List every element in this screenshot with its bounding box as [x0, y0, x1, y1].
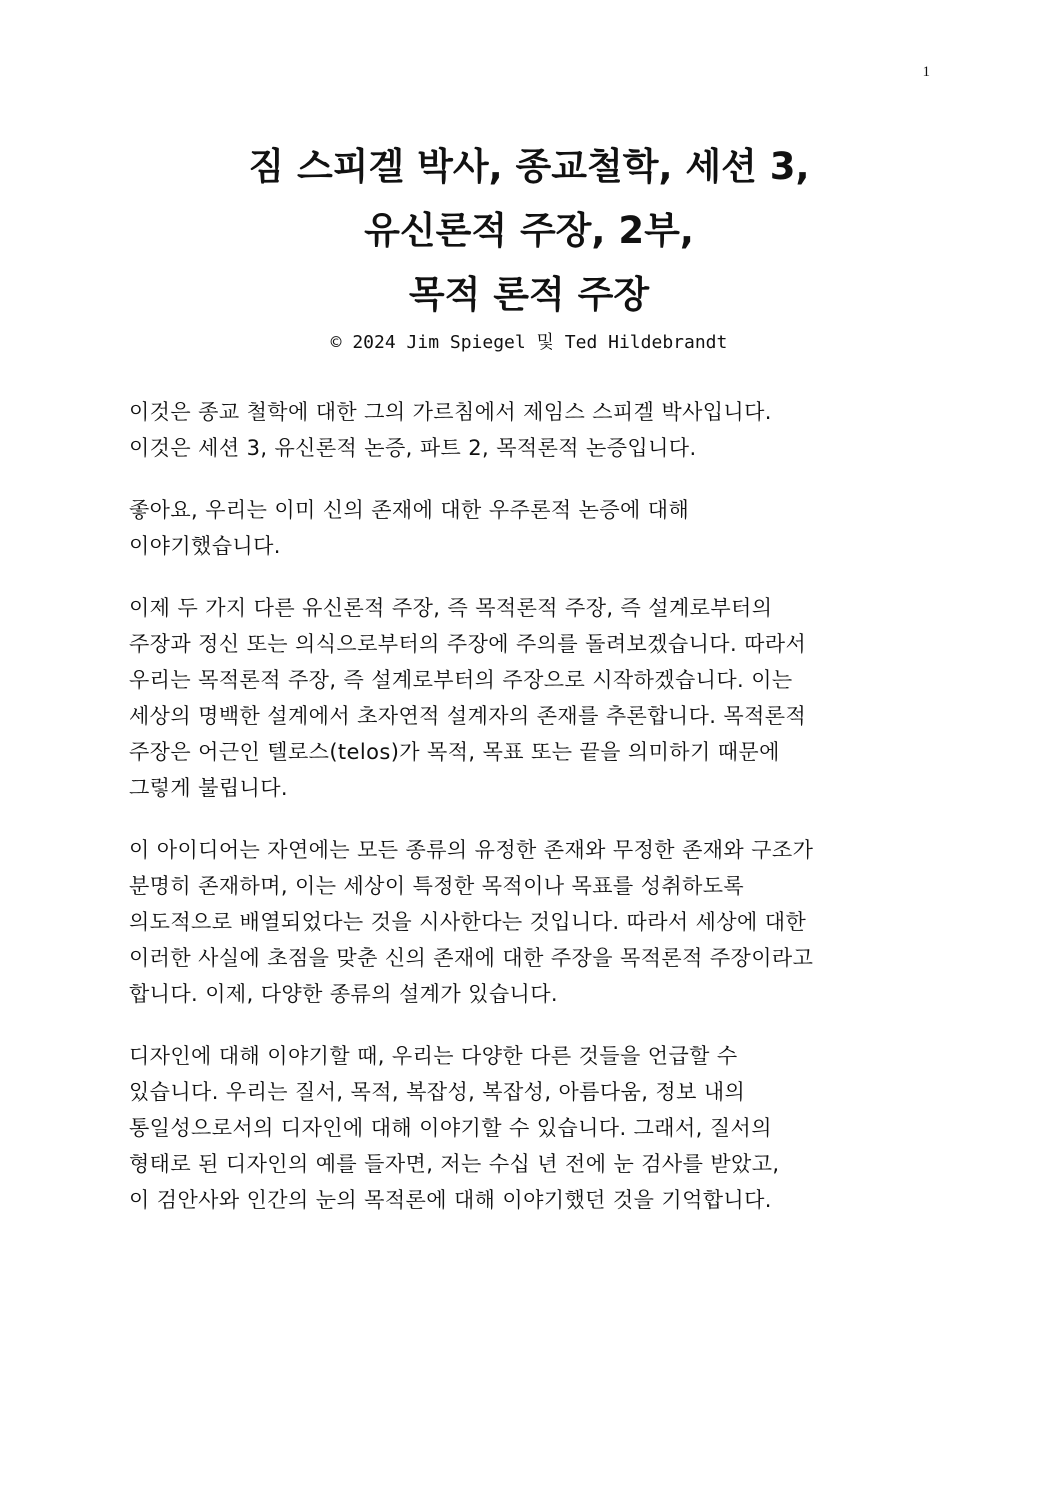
paragraph-line: 이 아이디어는 자연에는 모든 종류의 유정한 존재와 무정한 존재와 구조가 — [129, 838, 814, 862]
paragraph-line: 통일성으로서의 디자인에 대해 이야기할 수 있습니다. 그래서, 질서의 — [129, 1116, 772, 1140]
paragraph-line: 좋아요, 우리는 이미 신의 존재에 대한 우주론적 논증에 대해 — [129, 498, 690, 522]
paragraph-line: 우리는 목적론적 주장, 즉 설계로부터의 주장으로 시작하겠습니다. 이는 — [129, 668, 793, 692]
paragraph-line: 합니다. 이제, 다양한 종류의 설계가 있습니다. — [129, 982, 558, 1006]
paragraph-2 — [129, 492, 949, 564]
paragraph-line: 이것은 종교 철학에 대한 그의 가르침에서 제임스 스피겔 박사입니다. — [129, 400, 772, 424]
body-text — [129, 394, 949, 1244]
title-line-3: 목적 론적 주장 — [408, 273, 650, 316]
paragraph-line: 이러한 사실에 초점을 맞춘 신의 존재에 대한 주장을 목적론적 주장이라고 — [129, 946, 814, 970]
paragraph-line: 이야기했습니다. — [129, 534, 281, 558]
paragraph-line: 의도적으로 배열되었다는 것을 시사한다는 것입니다. 따라서 세상에 대한 — [129, 910, 807, 934]
paragraph-1 — [129, 394, 949, 466]
paragraph-line: 이 검안사와 인간의 눈의 목적론에 대해 이야기했던 것을 기억합니다. — [129, 1188, 772, 1212]
paragraph-line: 주장은 어근인 텔로스(telos)가 목적, 목표 또는 끝을 의미하기 때문에 — [129, 740, 780, 764]
paragraph-line: 주장과 정신 또는 의식으로부터의 주장에 주의를 돌려보겠습니다. 따라서 — [129, 632, 807, 656]
paragraph-5 — [129, 1038, 949, 1218]
paragraph-line: 그렇게 불립니다. — [129, 776, 288, 800]
paragraph-4 — [129, 832, 949, 1012]
paragraph-line: 이제 두 가지 다른 유신론적 주장, 즉 목적론적 주장, 즉 설계로부터의 — [129, 596, 773, 620]
paragraph-line: 이것은 세션 3, 유신론적 논증, 파트 2, 목적론적 논증입니다. — [129, 436, 697, 460]
title-line-1: 짐 스피겔 박사, 종교철학, 세션 3, — [248, 145, 810, 188]
paragraph-line: 분명히 존재하며, 이는 세상이 특정한 목적이나 목표를 성취하도록 — [129, 874, 745, 898]
page-number: 1 — [922, 64, 930, 80]
title-block — [0, 135, 1058, 357]
paragraph-line: 세상의 명백한 설계에서 초자연적 설계자의 존재를 추론합니다. 목적론적 — [129, 704, 807, 728]
paragraph-line: 있습니다. 우리는 질서, 목적, 복잡성, 복잡성, 아름다움, 정보 내의 — [129, 1080, 746, 1104]
title-line-2: 유신론적 주장, 2부, — [364, 209, 694, 252]
copyright-notice: © 2024 Jim Spiegel 및 Ted Hildebrandt — [330, 332, 728, 353]
paragraph-3 — [129, 590, 949, 806]
paragraph-line: 디자인에 대해 이야기할 때, 우리는 다양한 다른 것들을 언급할 수 — [129, 1044, 738, 1068]
paragraph-line: 형태로 된 디자인의 예를 들자면, 저는 수십 년 전에 눈 검사를 받았고, — [129, 1152, 780, 1176]
